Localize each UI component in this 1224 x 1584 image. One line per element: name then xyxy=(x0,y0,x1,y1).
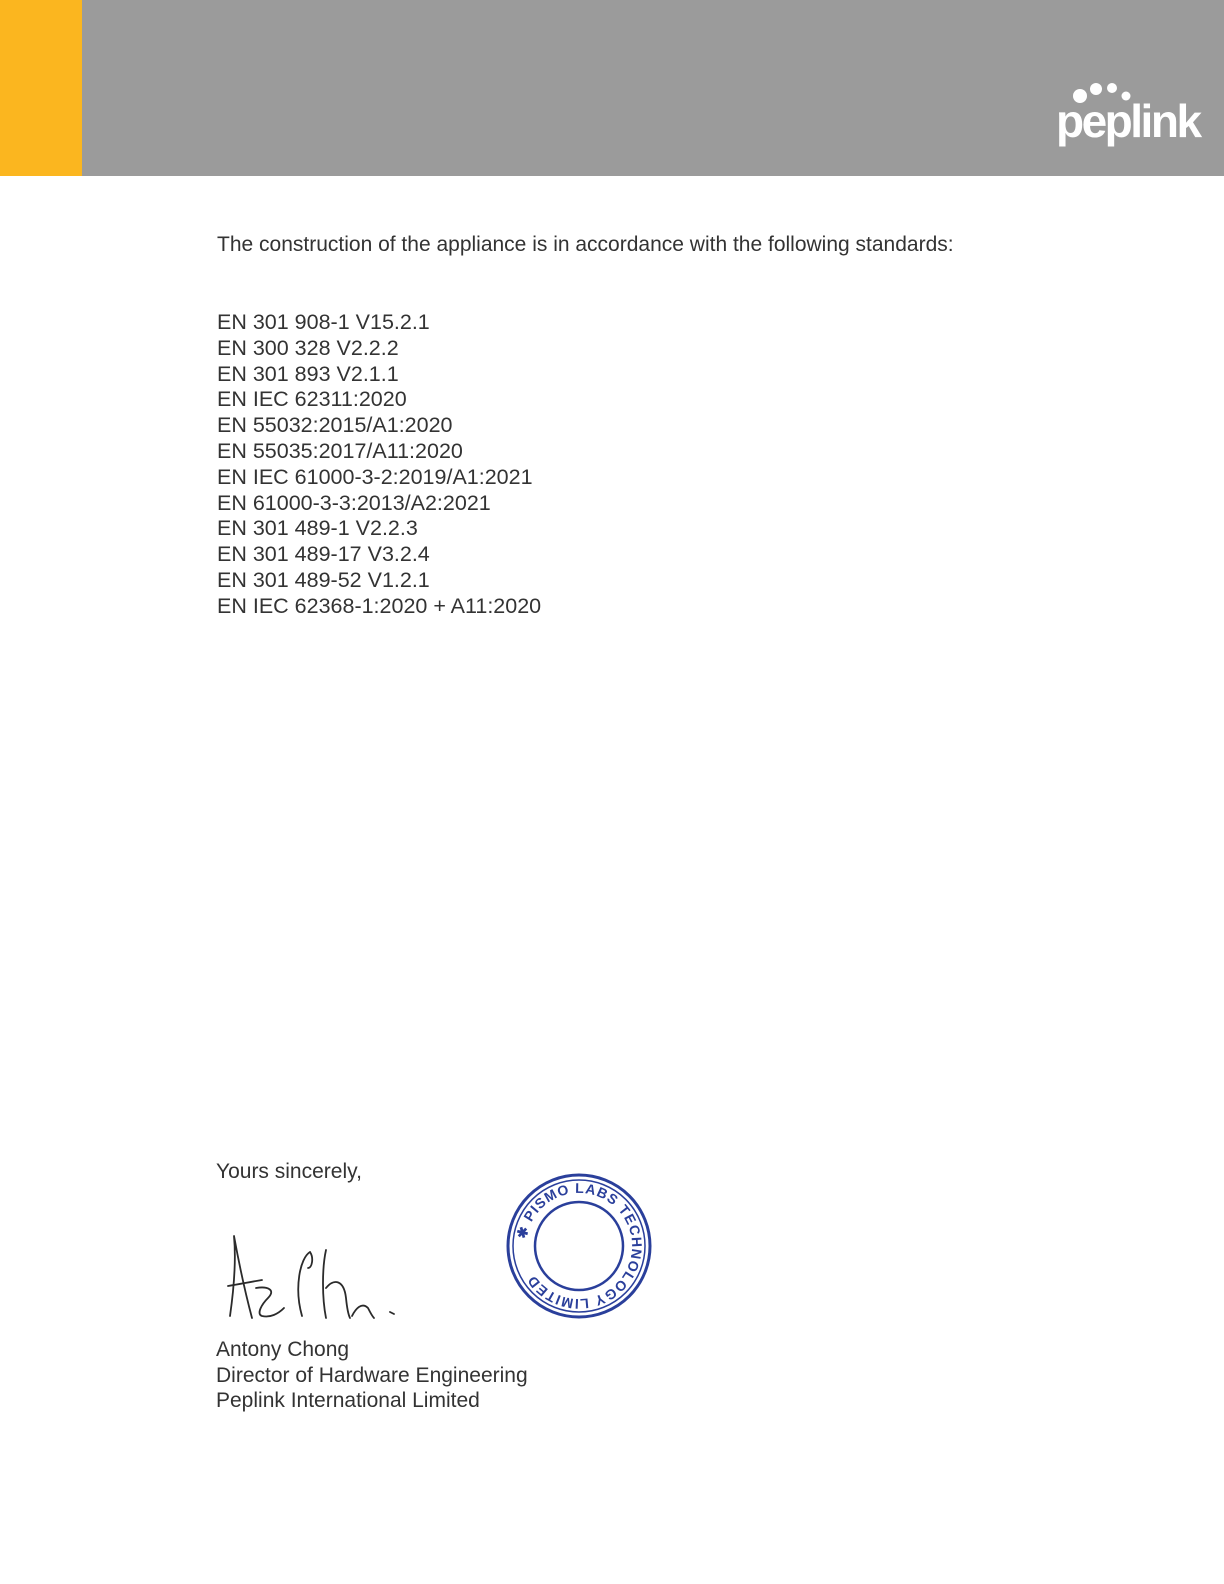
standard-item: EN 55032:2015/A1:2020 xyxy=(217,413,453,438)
header-bar xyxy=(0,0,1224,176)
standard-item: EN 55035:2017/A11:2020 xyxy=(217,438,463,463)
handwritten-signature xyxy=(222,1228,412,1328)
signer-title: Director of Hardware Engineering xyxy=(216,1363,528,1387)
standard-item: EN 301 893 V2.1.1 xyxy=(217,361,399,386)
signer-company: Peplink International Limited xyxy=(216,1389,480,1412)
standard-item: EN 300 328 V2.2.2 xyxy=(217,335,399,360)
standard-item: EN IEC 62311:2020 xyxy=(217,387,407,412)
standards-list xyxy=(217,309,541,619)
standard-item: EN 301 908-1 V15.2.1 xyxy=(217,310,430,334)
header-accent-stripe xyxy=(0,0,82,176)
standard-item: EN 301 489-52 V1.2.1 xyxy=(217,567,430,592)
closing-salutation: Yours sincerely, xyxy=(216,1160,362,1183)
signer-block xyxy=(216,1337,528,1414)
svg-text:✱ PISMO LABS TECHNOLOGY LIMITE: ✱ PISMO LABS TECHNOLOGY LIMITED xyxy=(513,1179,646,1313)
standard-item: EN IEC 61000-3-2:2019/A1:2021 xyxy=(217,464,533,489)
standard-item: EN 301 489-1 V2.2.3 xyxy=(217,516,418,541)
standard-item: EN 301 489-17 V3.2.4 xyxy=(217,542,430,567)
peplink-logo: peplink xyxy=(1056,95,1200,147)
signer-name: Antony Chong xyxy=(216,1338,350,1361)
company-seal-stamp xyxy=(505,1172,653,1320)
standard-item: EN IEC 62368-1:2020 + A11:2020 xyxy=(217,593,542,618)
intro-text: The construction of the appliance is in accordance with the following standards: xyxy=(217,233,954,256)
standard-item: EN 61000-3-3:2013/A2:2021 xyxy=(217,490,491,515)
